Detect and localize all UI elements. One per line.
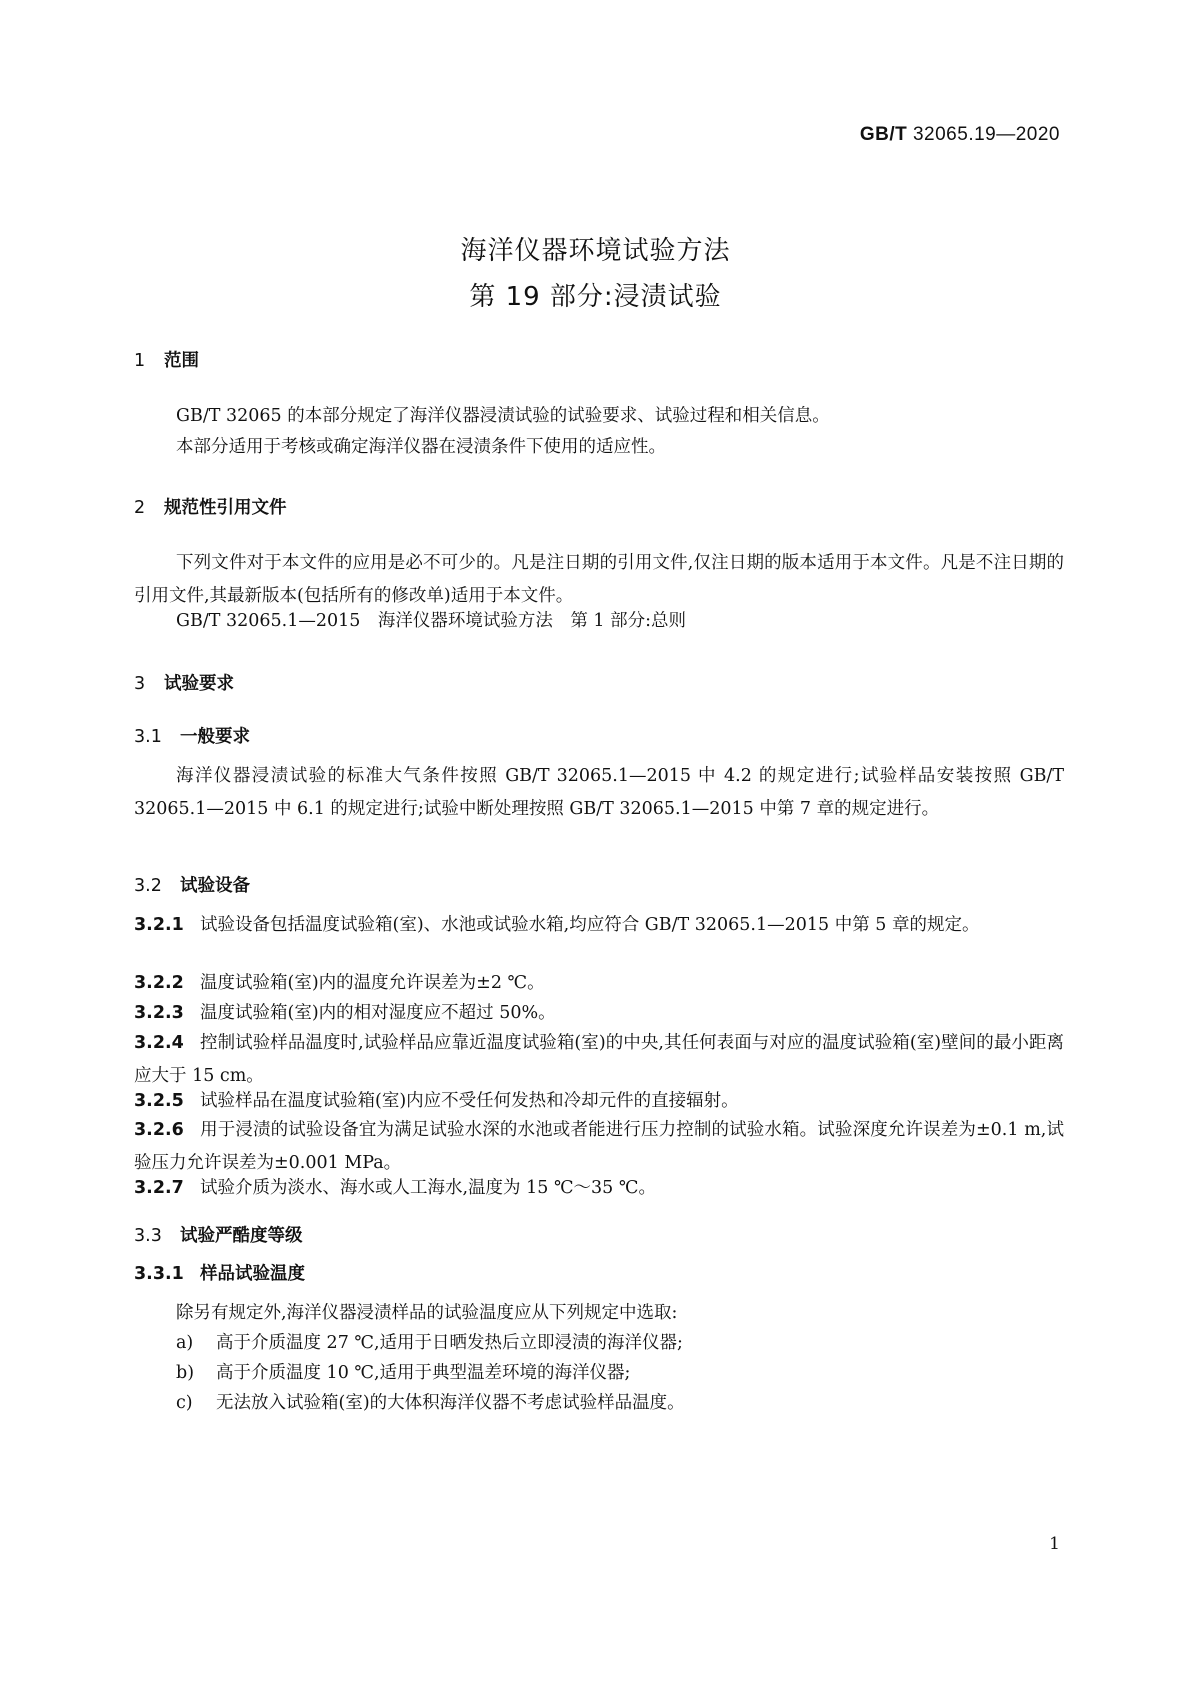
section-3-heading	[134, 670, 234, 695]
clause-number: 3.2.3	[134, 1003, 184, 1023]
clause-number: 3.2.1	[134, 915, 184, 935]
section-number: 3	[134, 674, 146, 694]
list-item-a	[176, 1327, 1066, 1360]
clause-3-2-4	[134, 1027, 1064, 1093]
list-text: 高于介质温度 27 ℃,适用于日晒发热后立即浸渍的海洋仪器;	[216, 1333, 683, 1353]
section-title: 规范性引用文件	[164, 498, 287, 518]
standard-code-prefix: GB/T	[859, 124, 908, 145]
section-number: 3.3	[134, 1226, 162, 1246]
list-item-b	[176, 1357, 1066, 1390]
section-title: 一般要求	[180, 727, 250, 747]
clause-number: 3.2.6	[134, 1120, 184, 1140]
section-3-1-paragraph: 海洋仪器浸渍试验的标准大气条件按照 GB/T 32065.1—2015 中 4.2 的规定进行;试验样品安装按照 GB/T 32065.1—2015 中 6.1 的规定进行;试验中断处理按照 GB/T 32065.1—2015 中第 7 章的规定进行。	[134, 766, 1064, 819]
list-marker: b)	[176, 1363, 195, 1383]
section-3-3-1-heading	[134, 1260, 305, 1285]
clause-text: 试验设备包括温度试验箱(室)、水池或试验水箱,均应符合 GB/T 32065.1—2015 中第 5 章的规定。	[200, 915, 980, 935]
list-item-c	[176, 1387, 1066, 1420]
section-3-3-1-intro: 除另有规定外,海洋仪器浸渍样品的试验温度应从下列规定中选取:	[176, 1303, 678, 1323]
page-number: 1	[1049, 1534, 1060, 1554]
section-3-1-heading	[134, 723, 250, 748]
clause-3-2-2	[134, 967, 1064, 1000]
clause-text: 试验介质为淡水、海水或人工海水,温度为 15 ℃～35 ℃。	[200, 1178, 656, 1198]
clause-text: 控制试验样品温度时,试验样品应靠近温度试验箱(室)的中央,其任何表面与对应的温度试验箱(室)壁间的最小距离应大于 15 cm。	[134, 1033, 1064, 1086]
section-title: 试验设备	[180, 876, 250, 896]
section-2-heading	[134, 494, 287, 519]
clause-3-2-1	[134, 909, 1064, 942]
section-number: 3.3.1	[134, 1264, 184, 1284]
section-title: 试验要求	[164, 674, 234, 694]
section-1-heading	[134, 347, 199, 372]
clause-number: 3.2.4	[134, 1033, 184, 1053]
section-3-2-heading	[134, 872, 250, 897]
list-marker: a)	[176, 1333, 194, 1353]
clause-number: 3.2.2	[134, 973, 184, 993]
clause-number: 3.2.7	[134, 1178, 184, 1198]
section-number: 2	[134, 498, 146, 518]
section-number: 1	[134, 351, 146, 371]
section-number: 3.2	[134, 876, 162, 896]
section-title: 样品试验温度	[200, 1264, 305, 1284]
standard-code-number: 32065.19—2020	[912, 124, 1060, 145]
clause-3-2-3	[134, 997, 1064, 1030]
section-3-3-heading	[134, 1222, 303, 1247]
clause-3-2-7	[134, 1172, 1064, 1205]
list-marker: c)	[176, 1393, 193, 1413]
section-number: 3.1	[134, 727, 162, 747]
section-1-paragraph-2: 本部分适用于考核或确定海洋仪器在浸渍条件下使用的适应性。	[176, 437, 666, 457]
section-1-paragraph-1: GB/T 32065 的本部分规定了海洋仪器浸渍试验的试验要求、试验过程和相关信息。	[176, 406, 830, 426]
normative-reference: GB/T 32065.1—2015 海洋仪器环境试验方法 第 1 部分:总则	[176, 611, 687, 631]
clause-text: 温度试验箱(室)内的相对湿度应不超过 50%。	[200, 1003, 556, 1023]
list-text: 无法放入试验箱(室)的大体积海洋仪器不考虑试验样品温度。	[216, 1393, 685, 1413]
list-text: 高于介质温度 10 ℃,适用于典型温差环境的海洋仪器;	[216, 1363, 631, 1383]
clause-text: 用于浸渍的试验设备宜为满足试验水深的水池或者能进行压力控制的试验水箱。试验深度允许误差为±0.1 m,试验压力允许误差为±0.001 MPa。	[134, 1120, 1064, 1173]
clause-number: 3.2.5	[134, 1091, 184, 1111]
clause-3-2-6	[134, 1114, 1064, 1180]
section-2-paragraph-1: 下列文件对于本文件的应用是必不可少的。凡是注日期的引用文件,仅注日期的版本适用于本文件。凡是不注日期的引用文件,其最新版本(包括所有的修改单)适用于本文件。	[134, 553, 1064, 606]
section-title: 试验严酷度等级	[180, 1226, 303, 1246]
document-subtitle: 第 19 部分:浸渍试验	[469, 282, 722, 312]
clause-text: 试验样品在温度试验箱(室)内应不受任何发热和冷却元件的直接辐射。	[200, 1091, 739, 1111]
document-title: 海洋仪器环境试验方法	[460, 236, 731, 266]
section-title: 范围	[164, 351, 199, 371]
standard-code-header	[860, 124, 1060, 146]
clause-text: 温度试验箱(室)内的温度允许误差为±2 ℃。	[200, 973, 545, 993]
